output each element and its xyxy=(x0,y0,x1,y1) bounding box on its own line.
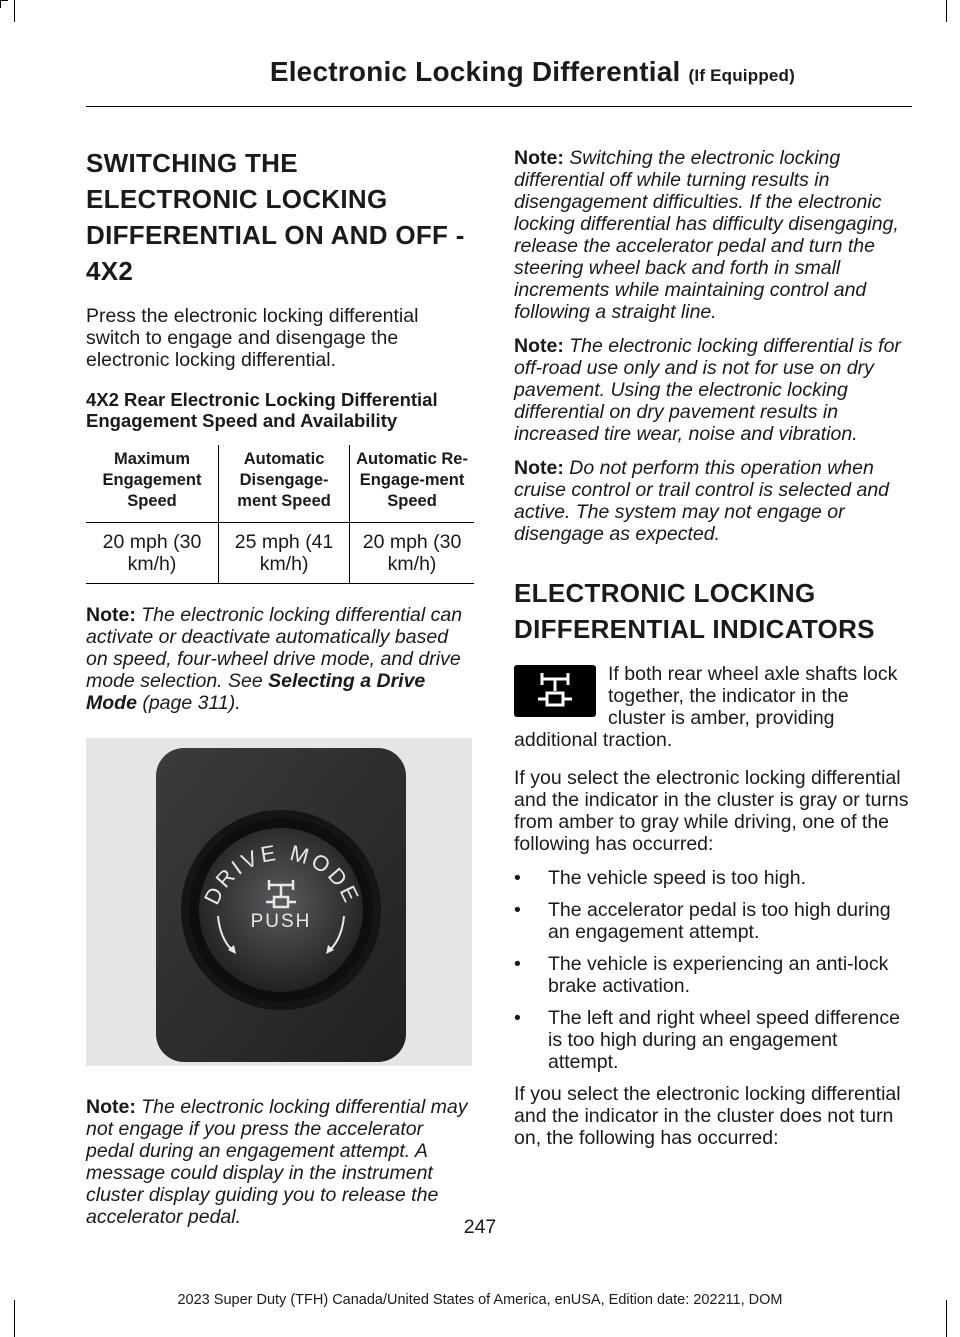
note-off-road xyxy=(514,335,910,445)
note-label: Note: xyxy=(86,1096,136,1118)
intro-paragraph: Press the electronic locking differential switch to engage and disengage the electronic locking differential. xyxy=(86,305,419,371)
drive-mode-knob-figure xyxy=(86,738,472,1066)
conditions-list xyxy=(514,867,910,1073)
locking-differential-indicator-icon xyxy=(514,665,596,717)
list-item: • The left and right wheel speed difference is too high during an engagement attempt. xyxy=(514,1007,910,1073)
crop-mark xyxy=(0,0,8,1)
knob-push-label: PUSH xyxy=(250,911,312,932)
section-heading-indicators: ELECTRONIC LOCKING DIFFERENTIAL INDICATORS xyxy=(514,578,875,644)
table-header-cell: Automatic Disengage-ment Speed xyxy=(219,445,350,523)
note-label: Note: xyxy=(514,147,564,169)
crop-mark xyxy=(946,0,947,22)
header-rule xyxy=(86,106,912,107)
note-text: The electronic locking differential can activate or deactivate automatically based on speed, four-wheel drive mode, and drive mode selection. See xyxy=(86,604,463,692)
page-reference: (page 311). xyxy=(142,692,241,714)
edition-footer: 2023 Super Duty (TFH) Canada/United States of America, enUSA, Edition date: 202211, DOM xyxy=(177,1292,783,1308)
section-heading-switching: SWITCHING THE ELECTRONIC LOCKING DIFFERENTIAL ON AND OFF - 4X2 xyxy=(86,148,465,286)
table-cell: 25 mph (41 km/h) xyxy=(219,523,350,584)
header-title-suffix: (If Equipped) xyxy=(688,66,795,85)
note-turning xyxy=(514,147,910,323)
table-title: 4X2 Rear Electronic Locking Differential Engagement Speed and Availability xyxy=(86,389,438,431)
table-cell: 20 mph (30 km/h) xyxy=(350,523,474,584)
note-label: Note: xyxy=(86,604,136,626)
no-indicator-paragraph: If you select the electronic locking differential and the indicator in the cluster does not turn on, the following has occurred: xyxy=(514,1083,901,1149)
header-title-text: Electronic Locking Differential xyxy=(269,56,681,87)
note-text: The electronic locking differential is for off-road use only and is not for use on dry pavement. Using the electronic locking differential on dry pavement results in increased tire wear, noise and vibration. xyxy=(514,335,901,445)
table-row xyxy=(86,523,474,584)
page-number: 247 xyxy=(463,1216,497,1238)
table-cell: 20 mph (30 km/h) xyxy=(86,523,219,584)
note-accelerator xyxy=(86,1096,474,1228)
note-text: Switching the electronic locking differential off while turning results in disengagement difficulties. If the electronic locking differential has difficulty disengaging, release the accelerator pedal and turn the steering wheel back and forth in small increments while maintaining control and following a straight line. xyxy=(514,147,899,323)
note-text: Do not perform this operation when cruise control or trail control is selected and active. The system may not engage or disengage as expected. xyxy=(514,457,890,545)
gray-indicator-paragraph: If you select the electronic locking differential and the indicator in the cluster is gray or turns from amber to gray while driving, one of the following has occurred: xyxy=(514,767,909,855)
note-label: Note: xyxy=(514,457,564,479)
table-header-cell: Automatic Re-Engage-ment Speed xyxy=(350,445,474,523)
note-auto-activation xyxy=(86,604,474,714)
crop-mark xyxy=(0,0,1,8)
list-item: • The vehicle is experiencing an anti-lock brake activation. xyxy=(514,953,910,997)
page-header-title xyxy=(270,56,795,88)
note-text: The electronic locking differential may not engage if you press the accelerator pedal during an engagement attempt. A message could display in the instrument cluster display guiding you to release the accelerator pedal. xyxy=(86,1096,468,1228)
indicator-description: If both rear wheel axle shafts lock together, the indicator in the cluster is amber, providing additional traction. xyxy=(514,663,898,751)
engagement-speed-table xyxy=(86,445,474,584)
right-column xyxy=(514,145,910,1161)
table-header-cell: Maximum Engagement Speed xyxy=(86,445,219,523)
note-cruise-control xyxy=(514,457,910,545)
crop-mark xyxy=(14,0,15,22)
selecting-drive-mode-link[interactable]: Selecting a Drive Mode xyxy=(86,670,426,714)
indicator-block xyxy=(514,663,910,751)
drive-mode-knob-illustration xyxy=(86,738,472,1066)
list-item: • The vehicle speed is too high. xyxy=(514,867,910,889)
knob-ring-text: DRIVE MODE xyxy=(198,839,366,909)
left-column xyxy=(86,145,474,1240)
table-header-row xyxy=(86,445,474,523)
list-item: • The accelerator pedal is too high during an engagement attempt. xyxy=(514,899,910,943)
note-label: Note: xyxy=(514,335,564,357)
